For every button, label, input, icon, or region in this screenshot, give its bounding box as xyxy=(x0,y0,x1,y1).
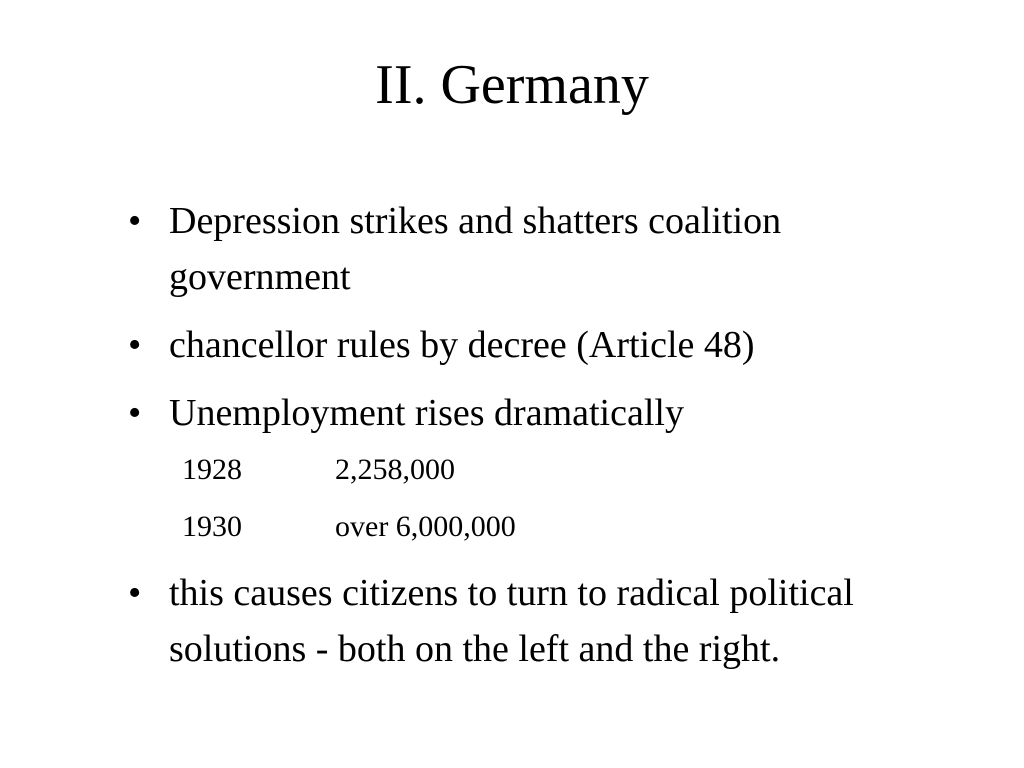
bullet-text: chancellor rules by decree (Article 48) xyxy=(169,324,755,366)
unemployment-value: over 6,000,000 xyxy=(335,510,516,543)
unemployment-year: 1930 xyxy=(182,510,242,543)
bullet-item-chancellor xyxy=(128,317,928,373)
bullet-icon: • xyxy=(128,324,142,366)
bullet-text: Unemployment rises dramatically xyxy=(169,392,684,434)
bullet-item-radical xyxy=(128,565,928,677)
bullet-item-unemployment xyxy=(128,385,928,441)
unemployment-year: 1928 xyxy=(182,453,242,486)
unemployment-value: 2,258,000 xyxy=(335,453,455,486)
unemployment-row xyxy=(128,498,928,555)
slide-title: II. Germany xyxy=(375,54,649,116)
bullet-text: this causes citizens to turn to radical political solutions - both on the left and the right. xyxy=(169,572,854,670)
unemployment-row xyxy=(128,441,928,498)
bullet-list xyxy=(128,193,928,689)
bullet-icon: • xyxy=(128,572,142,614)
bullet-text: Depression strikes and shatters coalition government xyxy=(169,200,782,298)
bullet-icon: • xyxy=(128,200,142,242)
bullet-item-depression xyxy=(128,193,928,305)
unemployment-table xyxy=(128,441,928,555)
bullet-icon: • xyxy=(128,392,142,434)
